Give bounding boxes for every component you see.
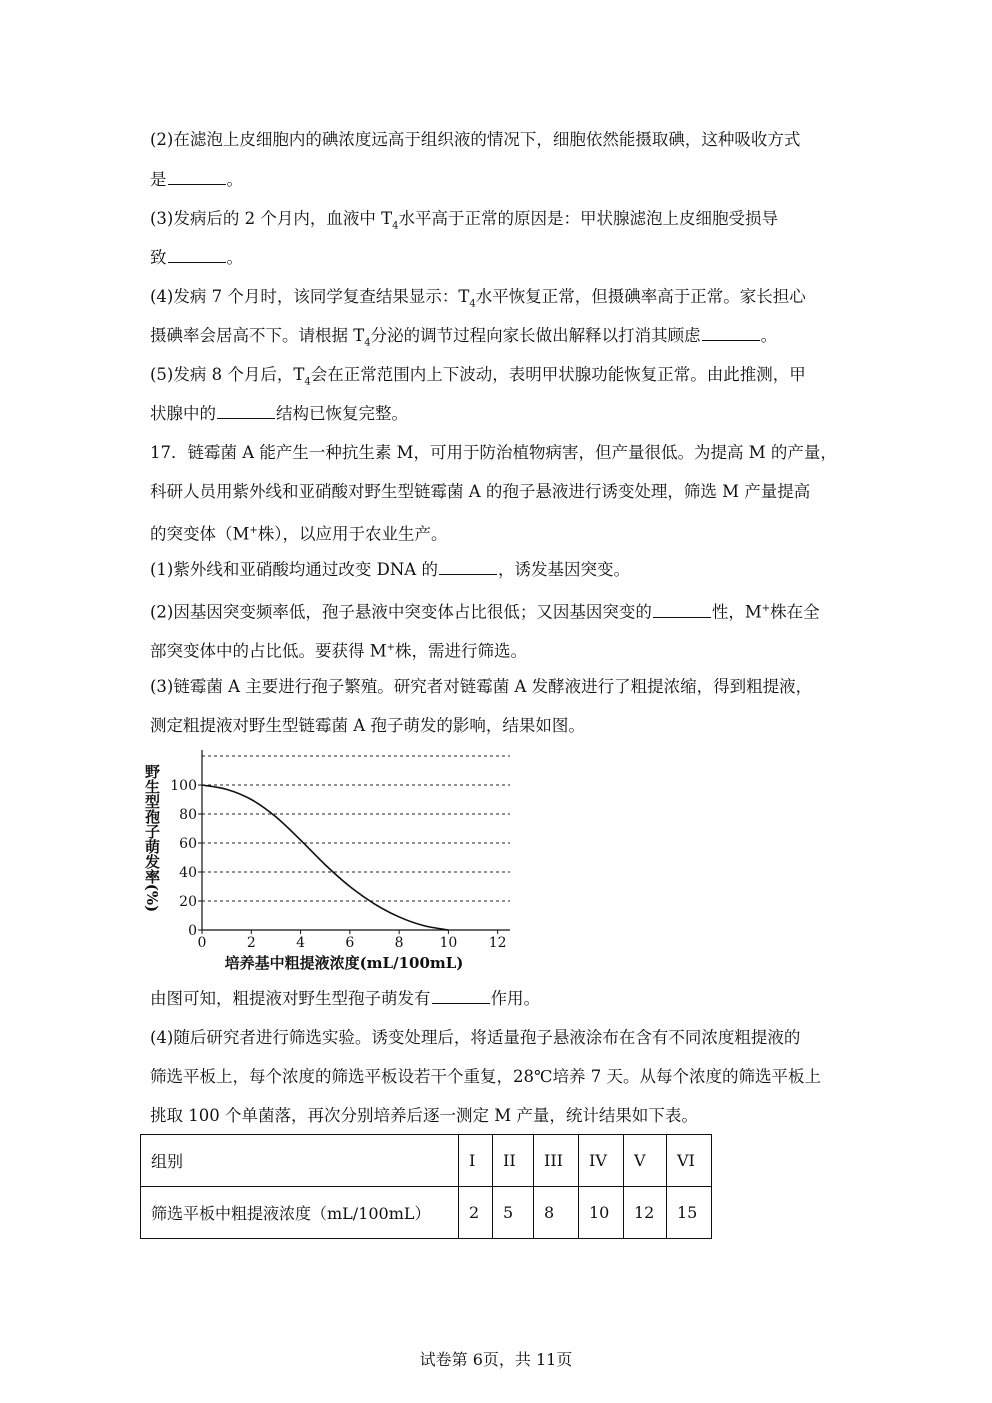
y-tick-label: 0 (188, 923, 197, 939)
table-cell: 15 (667, 1187, 712, 1239)
table-cell: 2 (459, 1187, 493, 1239)
x-tick-label: 10 (439, 935, 458, 951)
text-line: (2)在滤泡上皮细胞内的碘浓度远高于组织液的情况下，细胞依然能摄取碘，这种吸收方式 (150, 130, 801, 149)
text-line: (1)紫外线和亚硝酸均通过改变 DNA 的 ，诱发基因突变。 (150, 560, 630, 579)
text-line: 致 。 (150, 248, 243, 267)
text-line: (3)链霉菌 A 主要进行孢子繁殖。研究者对链霉菌 A 发酵液进行了粗提浓缩，得到粗提液， (150, 677, 813, 696)
table-row (141, 1135, 712, 1187)
y-tick-label: 80 (179, 807, 197, 823)
x-tick-label: 8 (394, 935, 404, 951)
y-tick-label: 40 (179, 865, 197, 881)
text-line: 由图可知，粗提液对野生型孢子萌发有 作用。 (150, 989, 540, 1008)
table-cell: II (493, 1135, 534, 1187)
text-line: (2)因基因突变频率低，孢子悬液中突变体占比很低；又因基因突变的 性，M+株在全 (150, 602, 820, 622)
text-line: (4)随后研究者进行筛选实验。诱变处理后，将适量孢子悬液涂布在含有不同浓度粗提液的 (150, 1028, 801, 1047)
text-line: 是 。 (150, 170, 243, 189)
answer-blank[interactable] (168, 169, 226, 185)
answer-blank[interactable] (702, 325, 760, 341)
chart-y-label: 野生型孢子萌发率(%) (143, 763, 161, 913)
y-tick-label: 60 (179, 836, 197, 852)
table-cell: 8 (534, 1187, 579, 1239)
table-cell: 筛选平板中粗提液浓度（mL/100mL） (141, 1187, 459, 1239)
text-line: (4)发病 7 个月时，该同学复查结果显示：$T_4$水平恢复正常，但摄碘率高于正常。家长担心 (150, 287, 806, 310)
table-cell: VI (667, 1135, 712, 1187)
text-line: 状腺中的 结构已恢复完整。 (150, 404, 408, 423)
table-cell: III (534, 1135, 579, 1187)
chart-ticks (170, 778, 506, 951)
germination-chart (143, 746, 528, 976)
series-line (202, 785, 448, 930)
table-cell: 组别 (141, 1135, 459, 1187)
text-line: 科研人员用紫外线和亚硝酸对野生型链霉菌 A 的孢子悬液进行诱变处理，筛选 M 产量提高 (150, 482, 811, 501)
text-line: (5)发病 8 个月后，$T_4$会在正常范围内上下波动，表明甲状腺功能恢复正常。由此推测，甲 (150, 365, 806, 388)
y-tick-label: 100 (170, 778, 197, 794)
table-row (141, 1187, 712, 1239)
chart-x-label: 培养基中粗提液浓度(mL/100mL) (224, 954, 464, 972)
text-line: 部突变体中的占比低。要获得 M+株，需进行筛选。 (150, 641, 528, 661)
answer-blank[interactable] (168, 247, 226, 263)
table-cell: 12 (624, 1187, 667, 1239)
text-line: 挑取 100 个单菌落，再次分别培养后逐一测定 M 产量，统计结果如下表。 (150, 1106, 698, 1125)
table-cell: IV (579, 1135, 624, 1187)
text-line: 测定粗提液对野生型链霉菌 A 孢子萌发的影响，结果如图。 (150, 716, 585, 735)
answer-blank[interactable] (432, 988, 490, 1004)
y-tick-label: 20 (179, 894, 197, 910)
chart-axes (202, 750, 510, 930)
x-tick-label: 0 (197, 935, 207, 951)
x-tick-label: 6 (345, 935, 355, 951)
text-line: 的突变体（M+株），以应用于农业生产。 (150, 524, 448, 544)
text-line: 筛选平板上，每个浓度的筛选平板设若干个重复，28℃培养 7 天。从每个浓度的筛选平板上 (150, 1067, 821, 1086)
chart-grid (202, 756, 510, 901)
chart-series (202, 785, 448, 930)
table-cell: V (624, 1135, 667, 1187)
x-tick-label: 4 (296, 935, 306, 951)
answer-blank[interactable] (439, 559, 497, 575)
answer-blank[interactable] (217, 403, 275, 419)
screening-table (140, 1134, 712, 1239)
x-tick-label: 2 (246, 935, 256, 951)
table-cell: 10 (579, 1187, 624, 1239)
text-line: (3)发病后的 2 个月内，血液中 $T_4$水平高于正常的原因是：甲状腺滤泡上皮细胞受损导 (150, 209, 778, 232)
table-cell: 5 (493, 1187, 534, 1239)
page-footer: 试卷第 6页，共 11页 (419, 1350, 573, 1369)
table-cell: I (459, 1135, 493, 1187)
question-17: 17．链霉菌 A 能产生一种抗生素 M，可用于防治植物病害，但产量很低。为提高 M 的产量， (150, 443, 837, 462)
answer-blank[interactable] (653, 602, 711, 618)
x-tick-label: 12 (488, 935, 507, 951)
text-line: 摄碘率会居高不下。请根据 $T_4$分泌的调节过程向家长做出解释以打消其顾虑 。 (150, 326, 778, 349)
